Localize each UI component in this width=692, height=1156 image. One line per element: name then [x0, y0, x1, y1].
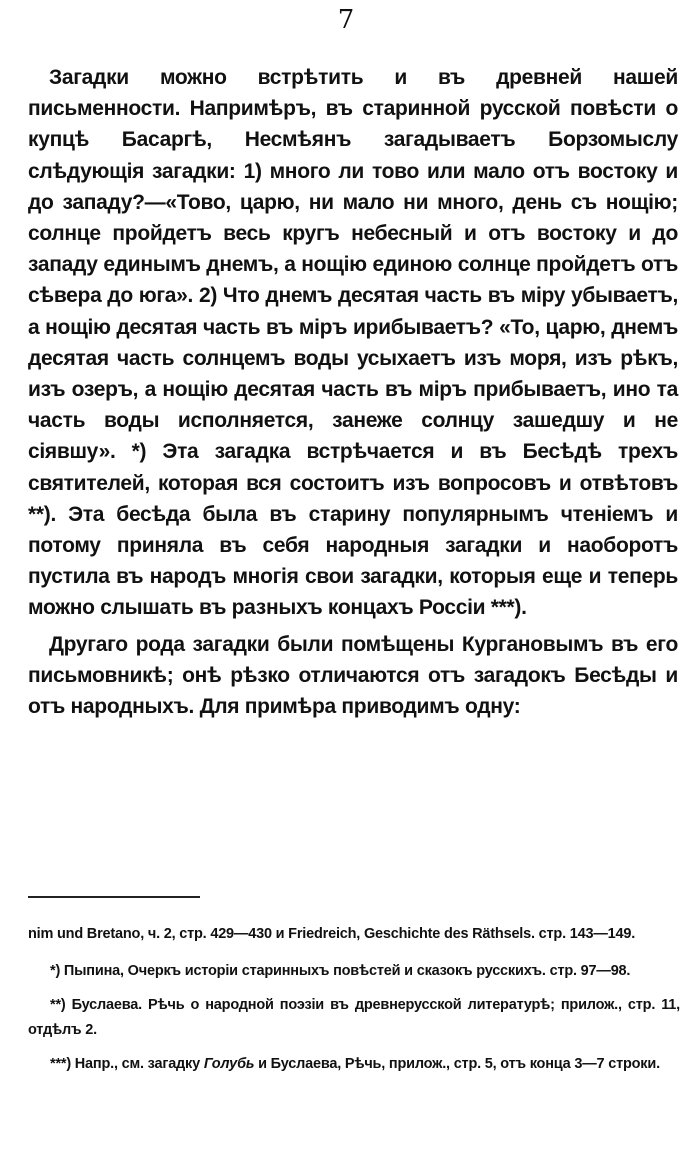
footnote-continuation: nim und Bretano, ч. 2, стр. 429—430 и Friedreich, Geschichte des Räthsels. стр. 143—149. [28, 926, 636, 942]
footnote-2: **) Буслаева. Рѣчь о народной поэзіи въ древнерусской литературѣ; прилож., стр. 11, отдѣлъ 2. [28, 997, 680, 1038]
paragraph-riddles-in-literature: Загадки можно встрѣтить и въ древней нашей письменности. Напримѣръ, въ старинной русской повѣсти о купцѣ Басаргѣ, Несмѣянъ загадываетъ Борзомыслу слѣдующія загадки: 1) много ли тово или мало отъ востоку и до западу?—«Тово, царю, ни мало ни много, день съ нощію; солнце пройдетъ весь кругъ небесный и отъ востоку и до западу единымъ днемъ, а нощію единою солнце пройдетъ отъ сѣвера до юга». 2) Что днемъ десятая часть въ міру убываетъ, а нощію десятая часть въ міръ ирибываетъ? «То, царю, днемъ десятая часть солнцемъ воды усыхаетъ изъ моря, изъ рѣкъ, изъ озеръ, а нощію десятая часть въ міръ прибываетъ, ино та часть воды исполняется, занеже солнцу зашедшу и не сіявшу». *) Эта загадка встрѣчается и въ Бесѣдѣ трехъ святителей, которая вся состоитъ изъ вопросовъ и отвѣтовъ **). Эта бесѣда была въ старину популярнымъ чтеніемъ и потому приняла въ себя народныя загадки и наоборотъ пустила въ народъ многія свои загадки, которыя еще и теперь можно слышать въ разныхъ концахъ Россіи ***). [28, 66, 678, 620]
footnote-divider [28, 896, 200, 898]
footnotes [28, 922, 680, 1086]
page-number: 7 [337, 5, 355, 35]
footnote-3 [28, 1052, 680, 1077]
paragraph-kurganov-riddles: Другаго рода загадки были помѣщены Кургановымъ въ его письмовникѣ; онѣ рѣзко отличаются отъ загадокъ Бесѣды и отъ народныхъ. Для примѣра приводимъ одну: [28, 632, 678, 719]
main-text [28, 62, 678, 722]
footnote-1: *) Пыпина, Очеркъ исторіи старинныхъ повѣстей и сказокъ русскихъ. стр. 97—98. [50, 963, 631, 979]
footnote-3-text-end: и Буслаева, Рѣчь, прилож., стр. 5, отъ конца 3—7 строки. [254, 1056, 660, 1072]
footnote-3-riddle-title: Голубь [203, 1056, 255, 1072]
footnote-3-text-start: ***) Напр., см. загадку [50, 1056, 204, 1072]
